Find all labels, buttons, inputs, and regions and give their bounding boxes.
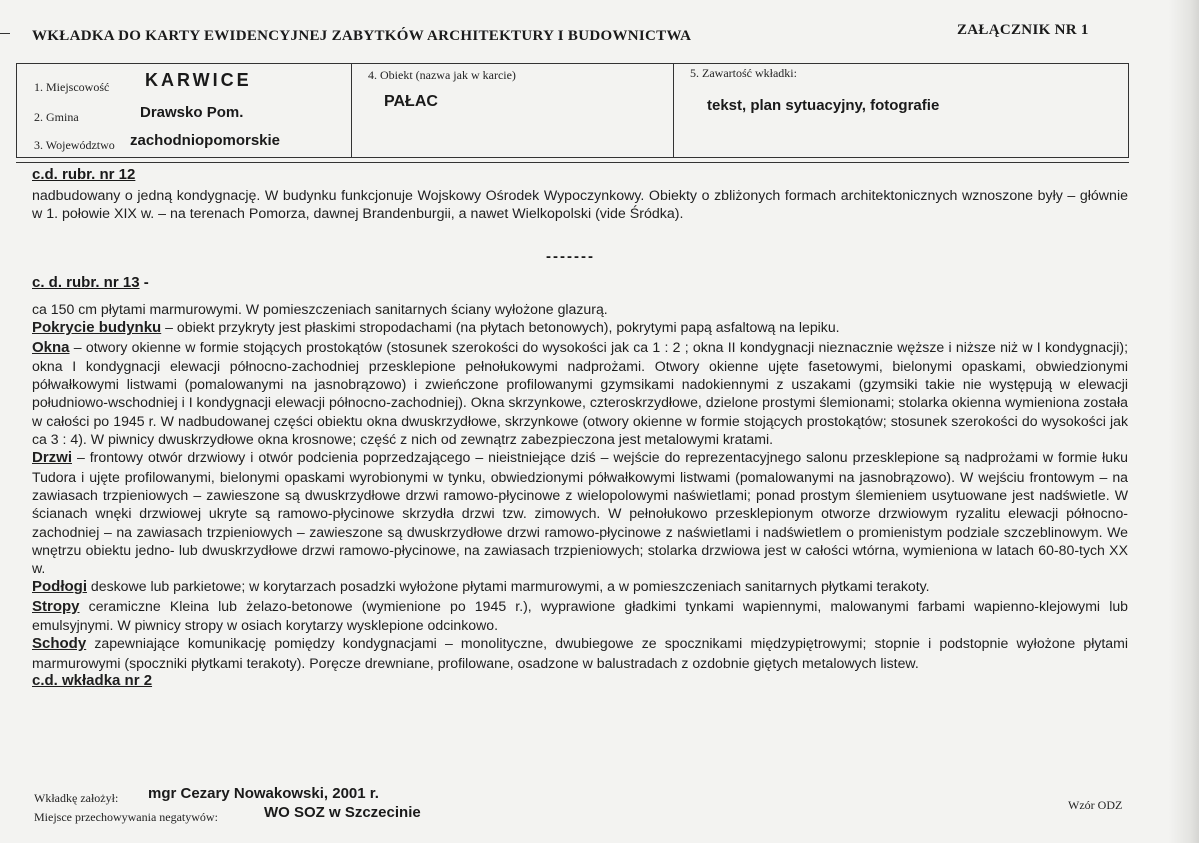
- term-stairs: Schody: [32, 635, 87, 653]
- continued-note: c.d. wkładka nr 2: [32, 671, 153, 689]
- commune-label: 2. Gmina: [34, 110, 79, 124]
- author-label: Wkładkę założył:: [34, 791, 119, 805]
- voivodeship-label: 3. Województwo: [34, 138, 115, 152]
- term-floors: Podłogi: [32, 578, 87, 596]
- commune-value: Drawsko Pom.: [140, 104, 244, 121]
- section-13-heading-wrap: [32, 274, 149, 291]
- section-12-text: nadbudowany o jedną kondygnację. W budynku funkcjonuje Wojskowy Ośrodek Wypoczynkowy. Obiekty o zbliżonych formach architektonicznych wznoszone były – głównie w 1. połowie XIX w. – na terenach Pomorza, dawnej Brandenburgii, a nawet Wielkopolski (vide Śródka).: [32, 188, 1128, 223]
- text-roof: – obiekt przykryty jest płaskimi stropodachami (na płytach betonowych), pokrytymi papą asfaltową na lepiku.: [161, 319, 840, 336]
- box-bottom-rule: [16, 162, 1129, 163]
- text-windows: – otwory okienne w formie stojących prostokątów (stosunek szerokości do wysokości jak ca 1 : 2 ; okna II kondygnacji nieznacznie węższe i niższe niż w I kondygnacji); okna I kondygnacji elewacji północno-zachodniej przesklepione pełnołukowymi nadprożami. Otwory okienne ujęte fasetowymi, bielonymi opaskami, obwiedzionymi półwałkowymi listwami (pomalowanymi na jasnobrązowo) i zwieńczone profilowanymi gzymsikami nadokiennymi z uszakami (gzymsiki takie nie występują w elewacji południowo-wschodniej i I kondygnacji elewacji północno-zachodniej). Okna skrzynkowe, czteroskrzydłowe, dzielone prostymi ślemionami; stolarka okienna wymieniona została w całości po 1945 r. W nadbudowanej części obiektu okna dwuskrzydłowe, skrzynkowe (otwory okienne w formie stojących prostokątów; stosunek szerokości do wysokości jak ca 3 : 4). W piwnicy dwuskrzydłowe okna krosnowe; część z nich od zewnątrz zabezpieczona jest metalowymi kratami.: [32, 338, 1128, 448]
- author-value: mgr Cezary Nowakowski, 2001 r.: [148, 785, 379, 802]
- term-ceilings: Stropy: [32, 597, 80, 615]
- box-divider: [673, 64, 674, 157]
- section-13-text: [32, 300, 1128, 690]
- text-stairs: zapewniające komunikację pomiędzy kondygnacjami – monolityczne, dwubiegowe ze spocznikami międzypiętrowymi; stopnie i podstopnie wyłożone płytami marmurowymi (spoczniki płytkami terakoty). Poręcze drewniane, profilowane, osadzone w balustradach z ozdobnie giętych metalowych listew.: [32, 635, 1128, 671]
- card-edge-shadow: [1169, 0, 1199, 843]
- section-13-heading: c. d. rubr. nr 13: [32, 274, 140, 291]
- section-13-heading-suffix: -: [139, 274, 149, 291]
- object-label: 4. Obiekt (nazwa jak w karcie): [368, 68, 516, 82]
- section-12-heading: c.d. rubr. nr 12: [32, 166, 136, 183]
- card-title: WKŁADKA DO KARTY EWIDENCYJNEJ ZABYTKÓW ARCHITEKTURY I BUDOWNICTWA: [32, 28, 692, 44]
- contents-label: 5. Zawartość wkładki:: [690, 66, 797, 80]
- text-doors: – frontowy otwór drzwiowy i otwór podcienia poprzedzającego – nieistniejące dziś – wejście do reprezentacyjnego salonu przesklepione są nadprożami w formie łuku Tudora i ujęte profilowanymi, bielonymi opaskami wyrobionymi w tynku, obwiedzionymi półwałkowymi listwami (pomalowanymi na jasnobrązowo). W wejściu frontowym – na zawiasach trzpieniowych – zawieszone są dwuskrzydłowe drzwi ramowo-płycinowe z wielopolowymi naświetlami; ponad prostym ślemieniem usytuowane jest nadświetle. W ścianach wnęki drzwiowej ukryte są ramowo-płycinowe skrzydła drzwi tzw. zimowych. W pełnołukowo przesklepionym otworze drzwiowym ryzalitu elewacji północno-zachodniej – na zawiasach trzpieniowych – zawieszone są dwuskrzydłowe drzwi ramowo-płycinowe z naświetlami i nadświetlem o promienistym podziale szczeblinowym. We wnętrzu obiektu jedno- lub dwuskrzydłowe drzwi ramowo-płycinowe, na zawiasach trzpieniowych; stolarka drzwiowa jest w całości wtórna, wymieniona w latach 60-80-tych XX w.: [32, 449, 1128, 577]
- term-windows: Okna: [32, 338, 70, 356]
- section-13-intro: ca 150 cm płytami marmurowymi. W pomieszczeniach sanitarnych ściany wyłożone glazurą.: [32, 301, 608, 317]
- voivodeship-value: zachodniopomorskie: [130, 132, 281, 149]
- form-model: Wzór ODZ: [1068, 798, 1123, 812]
- locality-label: 1. Miejscowość: [34, 80, 110, 94]
- paragraph-doors: [32, 448, 1128, 577]
- paragraph-floors: [32, 577, 1128, 596]
- storage-value: WO SOZ w Szczecinie: [264, 804, 421, 821]
- box-divider: [351, 64, 352, 157]
- separator: -------: [546, 248, 595, 265]
- paragraph-roof: [32, 318, 1128, 337]
- paragraph-stairs: [32, 634, 1128, 672]
- paragraph-windows: [32, 338, 1128, 449]
- storage-label: Miejsce przechowywania negatywów:: [34, 810, 218, 824]
- object-value: PAŁAC: [384, 93, 438, 110]
- locality-value: KARWICE: [145, 70, 252, 90]
- contents-value: tekst, plan sytuacyjny, fotografie: [707, 97, 940, 114]
- paragraph-ceilings: [32, 597, 1128, 635]
- term-doors: Drzwi: [32, 449, 73, 467]
- text-ceilings: ceramiczne Kleina lub żelazo-betonowe (wymienione po 1945 r.), wyprawione gładkimi tynkami wapiennymi, malowanymi farbami wapienno-klejowymi lub emulsyjnymi. W piwnicy stropy w osiach korytarzy wysklepione odcinkowo.: [32, 597, 1128, 634]
- annex-number: ZAŁĄCZNIK NR 1: [957, 22, 1089, 38]
- text-floors: deskowe lub parkietowe; w korytarzach posadzki wyłożone płytami marmurowymi, a w pomieszczeniach sanitarnych płytkami terakoty.: [87, 578, 930, 595]
- punch-mark: [0, 33, 10, 34]
- term-roof: Pokrycie budynku: [32, 319, 162, 337]
